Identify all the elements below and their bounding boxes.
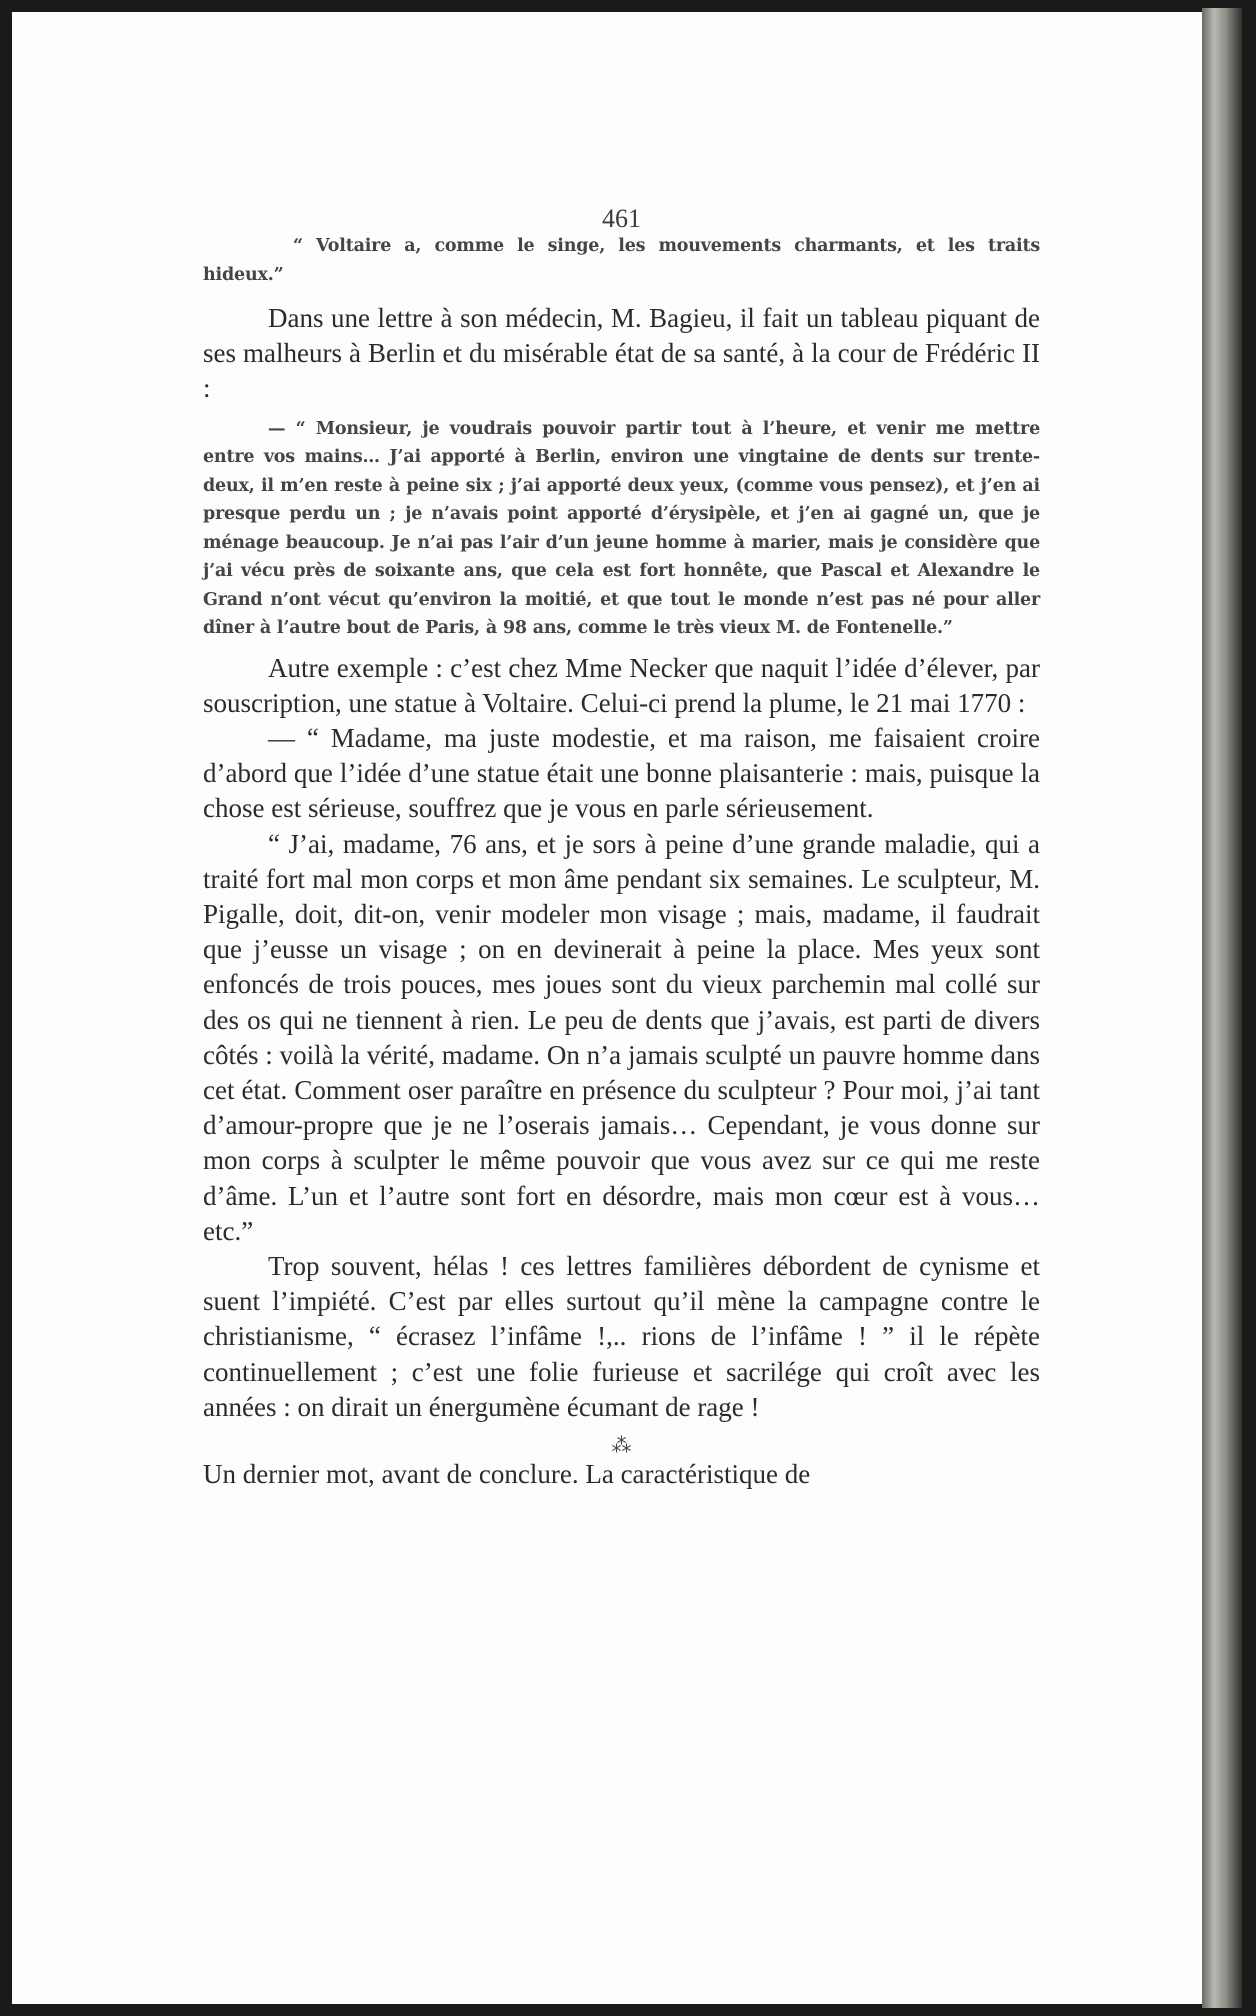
paragraph-5: — “ Madame, ma juste modestie, et ma raison, me faisaient croire d’abord que l’idée d’une statue était une bonne plaisanterie : mais, puisque la chose est sérieuse, souffrez que je vous en parle sérieusement. — [203, 723, 1040, 824]
paragraph-1: “ Voltaire a, comme le singe, les mouvements charmants, et les traits hideux.” — [203, 236, 1040, 285]
paragraph-4: Autre exemple : c’est chez Mme Necker que naquit l’idée d’élever, par souscription, une statue à Voltaire. Celui-ci prend la plume, le 21 mai 1770 : — [203, 652, 1040, 718]
book-page — [12, 12, 1202, 2004]
paragraph-6: “ J’ai, madame, 76 ans, et je sors à peine d’une grande maladie, qui a traité fort mal mon corps et mon âme pendant six semaines. Le sculpteur, M. Pigalle, doit, dit-on, venir modeler mon visage ; mais, madame, il faudrait que j’eusse un visage ; on en devinerait à peine la place. Mes yeux sont enfoncés de trois pouces, mes joues sont du vieux parchemin mal collé sur des os qui ne tiennent à rien. Le peu de dents que j’avais, est parti de divers côtés : voilà la vérité, madame. On n’a jamais sculpté un pauvre homme dans cet état. Comment oser paraître en présence du sculpteur ? Pour moi, j’ai tant d’amour-propre que je ne l’oserais jamais… Cependant, je vous donne sur mon corps à sculpter le même pouvoir que vous avez sur ce qui me reste d’âme. L’un et l’autre sont fort en désordre, mais mon cœur est à vous… etc.” — [203, 828, 1040, 1246]
section-separator: ⁂ — [611, 1435, 632, 1458]
page-number: 461 — [602, 204, 641, 233]
paragraph-8: Un dernier mot, avant de conclure. La caractéristique de — [203, 1459, 811, 1490]
paragraph-3: — “ Monsieur, je voudrais pouvoir partir tout à l’heure, et venir me mettre entre vos mains… J’ai apporté à Berlin, environ une vingtaine de dents sur trente-deux, il m’en reste à peine six ; j’ai apporté deux yeux, (comme vous pensez), et j’en ai presque perdu un ; je n’avais point apporté d’érysipèle, et j’en ai gagné un, que je ménage beaucoup. Je n’ai pas l’air d’un jeune homme à marier, mais je considère que j’ai vécu près de soixante ans, que cela est fort honnête, que Pascal et Alexandre le Grand n’ont vécut qu’environ la moitié, et que tout le monde n’est pas né pour aller dîner à l’autre bout de Paris, à 98 ans, comme le très vieux M. de Fontenelle.” — [203, 418, 1040, 639]
book-edge — [1202, 8, 1242, 2008]
page-text — [203, 204, 1040, 1492]
paragraph-2: Dans une lettre à son médecin, M. Bagieu, il fait un tableau piquant de ses malheurs à Berlin et du misérable état de sa santé, à la cour de Frédéric II : — [203, 303, 1040, 404]
paragraph-7: Trop souvent, hélas ! ces lettres familières débordent de cynisme et suent l’impiété. C’est par elles surtout qu’il mène la campagne contre le christianisme, “ écrasez l’infâme !,.. rions de l’infâme ! ” il le répète continuellement ; c’est une folie furieuse et sacrilége qui croît avec les années : on dirait un énergumène écumant de rage ! — [203, 1251, 1040, 1422]
